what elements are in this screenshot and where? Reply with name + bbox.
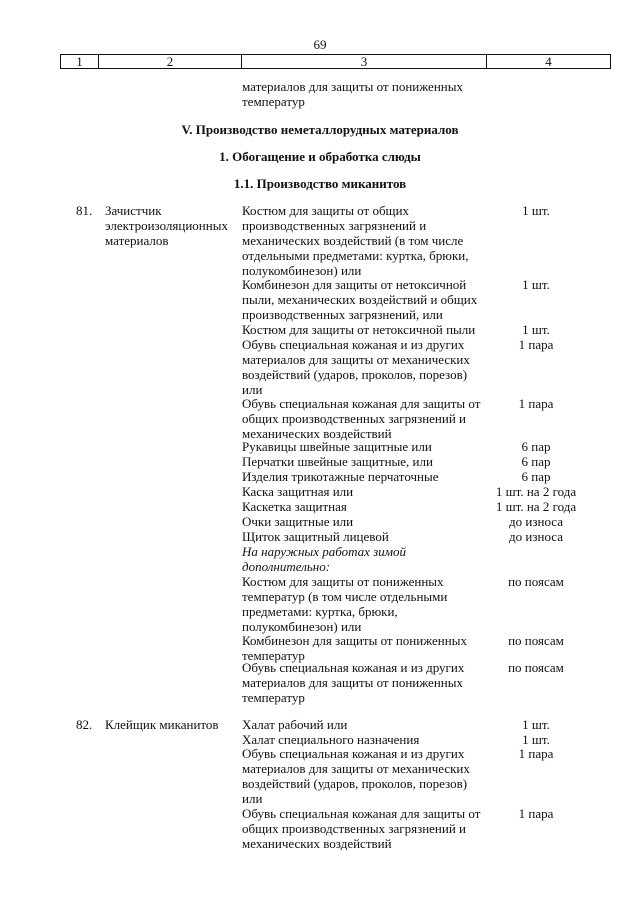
item-text: температур [242,648,305,663]
item-text: воздействий (ударов, проколов, порезов) [242,776,468,791]
item-text: или [242,791,263,806]
item-text: общих производственных загрязнений и [242,411,467,426]
item-norm: 1 пара [518,806,554,821]
item-text: Комбинезон для защиты от пониженных [242,633,467,648]
item-text: Костюм для защиты от пониженных [242,574,444,589]
column-header-row [60,54,611,69]
item-text: материалов для защиты от пониженных [242,675,463,690]
item-norm: 1 пара [518,337,554,352]
item-text: материалов для защиты от механических [242,352,470,367]
item-text: Каскетка защитная [242,499,347,514]
occupation-name: Зачистчик [105,203,162,218]
item-text: Костюм для защиты от общих [242,203,410,218]
continuation-line: температур [242,94,305,109]
item-text: Обувь специальная кожаная и из других [242,337,465,352]
item-text: Перчатки швейные защитные, или [242,454,433,469]
item-norm: 1 шт. [522,717,550,732]
entry-number: 81. [76,203,93,218]
item-text: предметами: куртка, брюки, [242,604,398,619]
item-text: Костюм для защиты от нетоксичной пыли [242,322,476,337]
item-text: механических воздействий [242,836,392,851]
item-norm: до износа [509,514,563,529]
item-text: Рукавицы швейные защитные или [242,439,432,454]
occupation-name: электроизоляционных [105,218,228,233]
item-text: или [242,382,263,397]
item-norm: 1 шт. на 2 года [495,484,577,499]
item-norm: 1 шт. [522,322,550,337]
item-text: воздействий (ударов, проколов, порезов) [242,367,468,382]
entry-number: 82. [76,717,93,732]
item-text: пыли, механических воздействий и общих [242,292,478,307]
item-norm: 6 пар [521,469,551,484]
item-norm: 1 пара [518,746,554,761]
item-text: механических воздействий (в том числе [242,233,464,248]
item-text: производственных загрязнений и [242,218,427,233]
item-text: механических воздействий [242,426,392,441]
column-header-4: 4 [487,55,611,69]
item-text: Щиток защитный лицевой [242,529,389,544]
continuation-line: материалов для защиты от пониженных [242,79,463,94]
item-text: Халат специального назначения [242,732,420,747]
item-text: Комбинезон для защиты от нетоксичной [242,277,467,292]
item-text: Обувь специальная кожаная для защиты от [242,806,481,821]
item-text: Халат рабочий или [242,717,348,732]
column-header-2: 2 [99,55,242,69]
column-header-3: 3 [242,55,487,69]
item-text: Обувь специальная кожаная для защиты от [242,396,481,411]
item-text: Изделия трикотажные перчаточные [242,469,439,484]
item-norm: по поясам [508,633,564,648]
item-text: производственных загрязнений, или [242,307,443,322]
item-text: отдельными предметами: куртка, брюки, [242,248,469,263]
item-text: Очки защитные или [242,514,354,529]
item-text: полукомбинезон) или [242,619,362,634]
subsubsection-title: 1.1. Производство миканитов [233,176,407,191]
item-norm: по поясам [508,660,564,675]
item-norm: 1 шт. на 2 года [495,499,577,514]
item-text: полукомбинезон) или [242,263,362,278]
item-norm: 1 шт. [522,277,550,292]
column-header-1: 1 [61,55,99,69]
item-norm: 6 пар [521,454,551,469]
occupation-name: Клейщик миканитов [105,717,219,732]
item-text: температур (в том числе отдельными [242,589,448,604]
occupation-name: материалов [105,233,169,248]
item-text: материалов для защиты от механических [242,761,470,776]
item-text: температур [242,690,305,705]
item-text: Обувь специальная кожаная и из других [242,660,465,675]
item-norm: 1 шт. [522,203,550,218]
item-text: Обувь специальная кожаная и из других [242,746,465,761]
item-norm: 1 пара [518,396,554,411]
item-norm: 6 пар [521,439,551,454]
item-norm: по поясам [508,574,564,589]
item-text: Каска защитная или [242,484,354,499]
item-text-italic: дополнительно: [242,559,331,574]
item-text: общих производственных загрязнений и [242,821,467,836]
item-norm: 1 шт. [522,732,550,747]
section-title: V. Производство неметаллорудных материалов [181,122,459,137]
page-number: 69 [313,37,327,52]
item-norm: до износа [509,529,563,544]
subsection-title: 1. Обогащение и обработка слюды [219,149,421,164]
item-text-italic: На наружных работах зимой [242,544,407,559]
